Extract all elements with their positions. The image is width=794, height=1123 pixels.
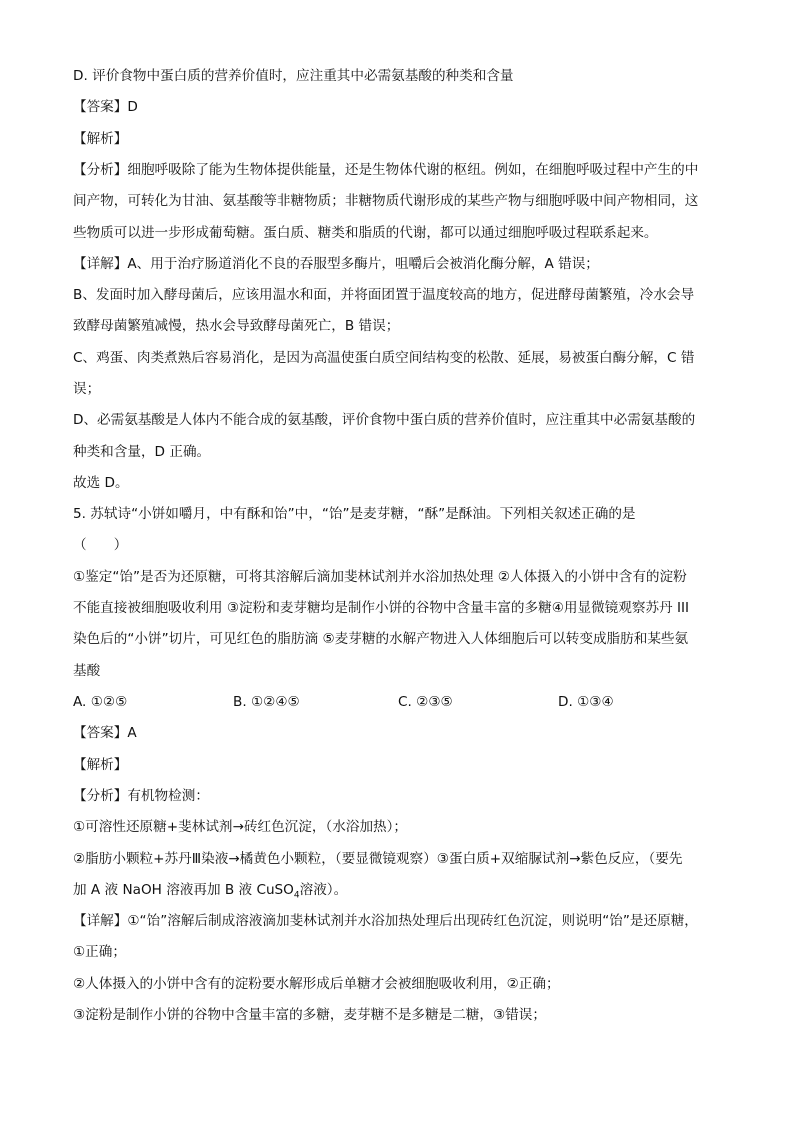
cuso4-text-before: 加 A 液 NaOH 溶液再加 B 液 CuSO — [73, 882, 294, 898]
detail-text-line: B、发面时加入酵母菌后，应该用温水和面，并将面团置于温度较高的地方，促进酵母菌繁殖，冷水会导 — [73, 287, 695, 303]
detail-text-line: 误； — [73, 381, 101, 397]
option-d: D. ①③④ — [558, 694, 614, 710]
detail-text-line: 【详解】A、用于治疗肠道消化不良的吞服型多酶片，咀嚼后会被消化酶分解，A 错误； — [73, 256, 599, 272]
detail-text-line: 种类和含量，D 正确。 — [73, 444, 211, 460]
answer-label: 【答案】A — [73, 725, 137, 741]
detail-text-line: ③淀粉是制作小饼的谷物中含量丰富的多糖，麦芽糖不是多糖是二糖，③错误； — [73, 1007, 546, 1023]
choice-line: 故选 D。 — [73, 475, 129, 491]
statement-line: 基酸 — [73, 663, 101, 679]
analysis-text-line: 【分析】有机物检测： — [73, 788, 209, 804]
analysis-text-line: ②脂肪小颗粒+苏丹Ⅲ染液→橘黄色小颗粒，（要显微镜观察）③蛋白质+双缩脲试剂→紫色反应，（要先 — [73, 851, 683, 867]
analysis-text-line: 间产物，可转化为甘油、氨基酸等非糖物质；非糖物质代谢形成的某些产物与细胞呼吸中间产物相同，这 — [73, 193, 699, 209]
detail-text-line: ②人体摄入的小饼中含有的淀粉要水解形成后单糖才会被细胞吸收利用，②正确； — [73, 976, 560, 992]
analysis-text-line — [73, 880, 723, 900]
detail-text-line: D、必需氨基酸是人体内不能合成的氨基酸，评价食物中蛋白质的营养价值时，应注重其中必需氨基酸的 — [73, 412, 696, 428]
cuso4-subscript: 4 — [293, 890, 300, 900]
answer-label: 【答案】D — [73, 99, 138, 115]
detail-text-line: 致酵母菌繁殖减慢，热水会导致酵母菌死亡，B 错误； — [73, 318, 400, 334]
analysis-label: 【解析】 — [73, 131, 128, 147]
analysis-text-line: 些物质可以进一步形成葡萄糖。蛋白质、糖类和脂质的代谢，都可以通过细胞呼吸过程联系起来。 — [73, 225, 658, 241]
option-c: C. ②③⑤ — [398, 694, 453, 710]
option-b: B. ①②④⑤ — [233, 694, 300, 710]
detail-text-line: 【详解】①“饴”溶解后制成溶液滴加斐林试剂并水浴加热处理后出现砖红色沉淀，则说明“饴”是还原糖， — [73, 913, 698, 929]
statement-line: 不能直接被细胞吸收利用 ③淀粉和麦芽糖均是制作小饼的谷物中含量丰富的多糖④用显微镜观察苏丹 III — [73, 600, 689, 616]
statement-line: 染色后的“小饼”切片，可见红色的脂肪滴 ⑤麦芽糖的水解产物进入人体细胞后可以转变成脂肪和某些氨 — [73, 631, 689, 647]
detail-text-line: C、鸡蛋、肉类煮熟后容易消化，是因为高温使蛋白质空间结构变的松散、延展，易被蛋白酶分解，C 错 — [73, 350, 695, 366]
cuso4-text-after: 溶液）。 — [299, 882, 348, 898]
option-d-line: D. 评价食物中蛋白质的营养价值时，应注重其中必需氨基酸的种类和含量 — [73, 68, 514, 84]
option-a: A. ①②⑤ — [73, 694, 128, 710]
analysis-label: 【解析】 — [73, 757, 128, 773]
question-5-blank: （ ） — [73, 537, 128, 553]
analysis-text-line: 【分析】细胞呼吸除了能为生物体提供能量，还是生物体代谢的枢纽。例如，在细胞呼吸过程中产生的中 — [73, 162, 699, 178]
detail-text-line: ①正确； — [73, 944, 126, 960]
question-5-stem: 5. 苏轼诗“小饼如嚼月，中有酥和饴”中，“饴”是麦芽糖，“酥”是酥油。下列相关叙述正确的是 — [73, 506, 636, 522]
statement-line: ①鉴定“饴”是否为还原糖，可将其溶解后滴加斐林试剂并水浴加热处理 ②人体摄入的小饼中含有的淀粉 — [73, 569, 687, 585]
analysis-text-line: ①可溶性还原糖+斐林试剂→砖红色沉淀，（水浴加热）； — [73, 819, 408, 835]
